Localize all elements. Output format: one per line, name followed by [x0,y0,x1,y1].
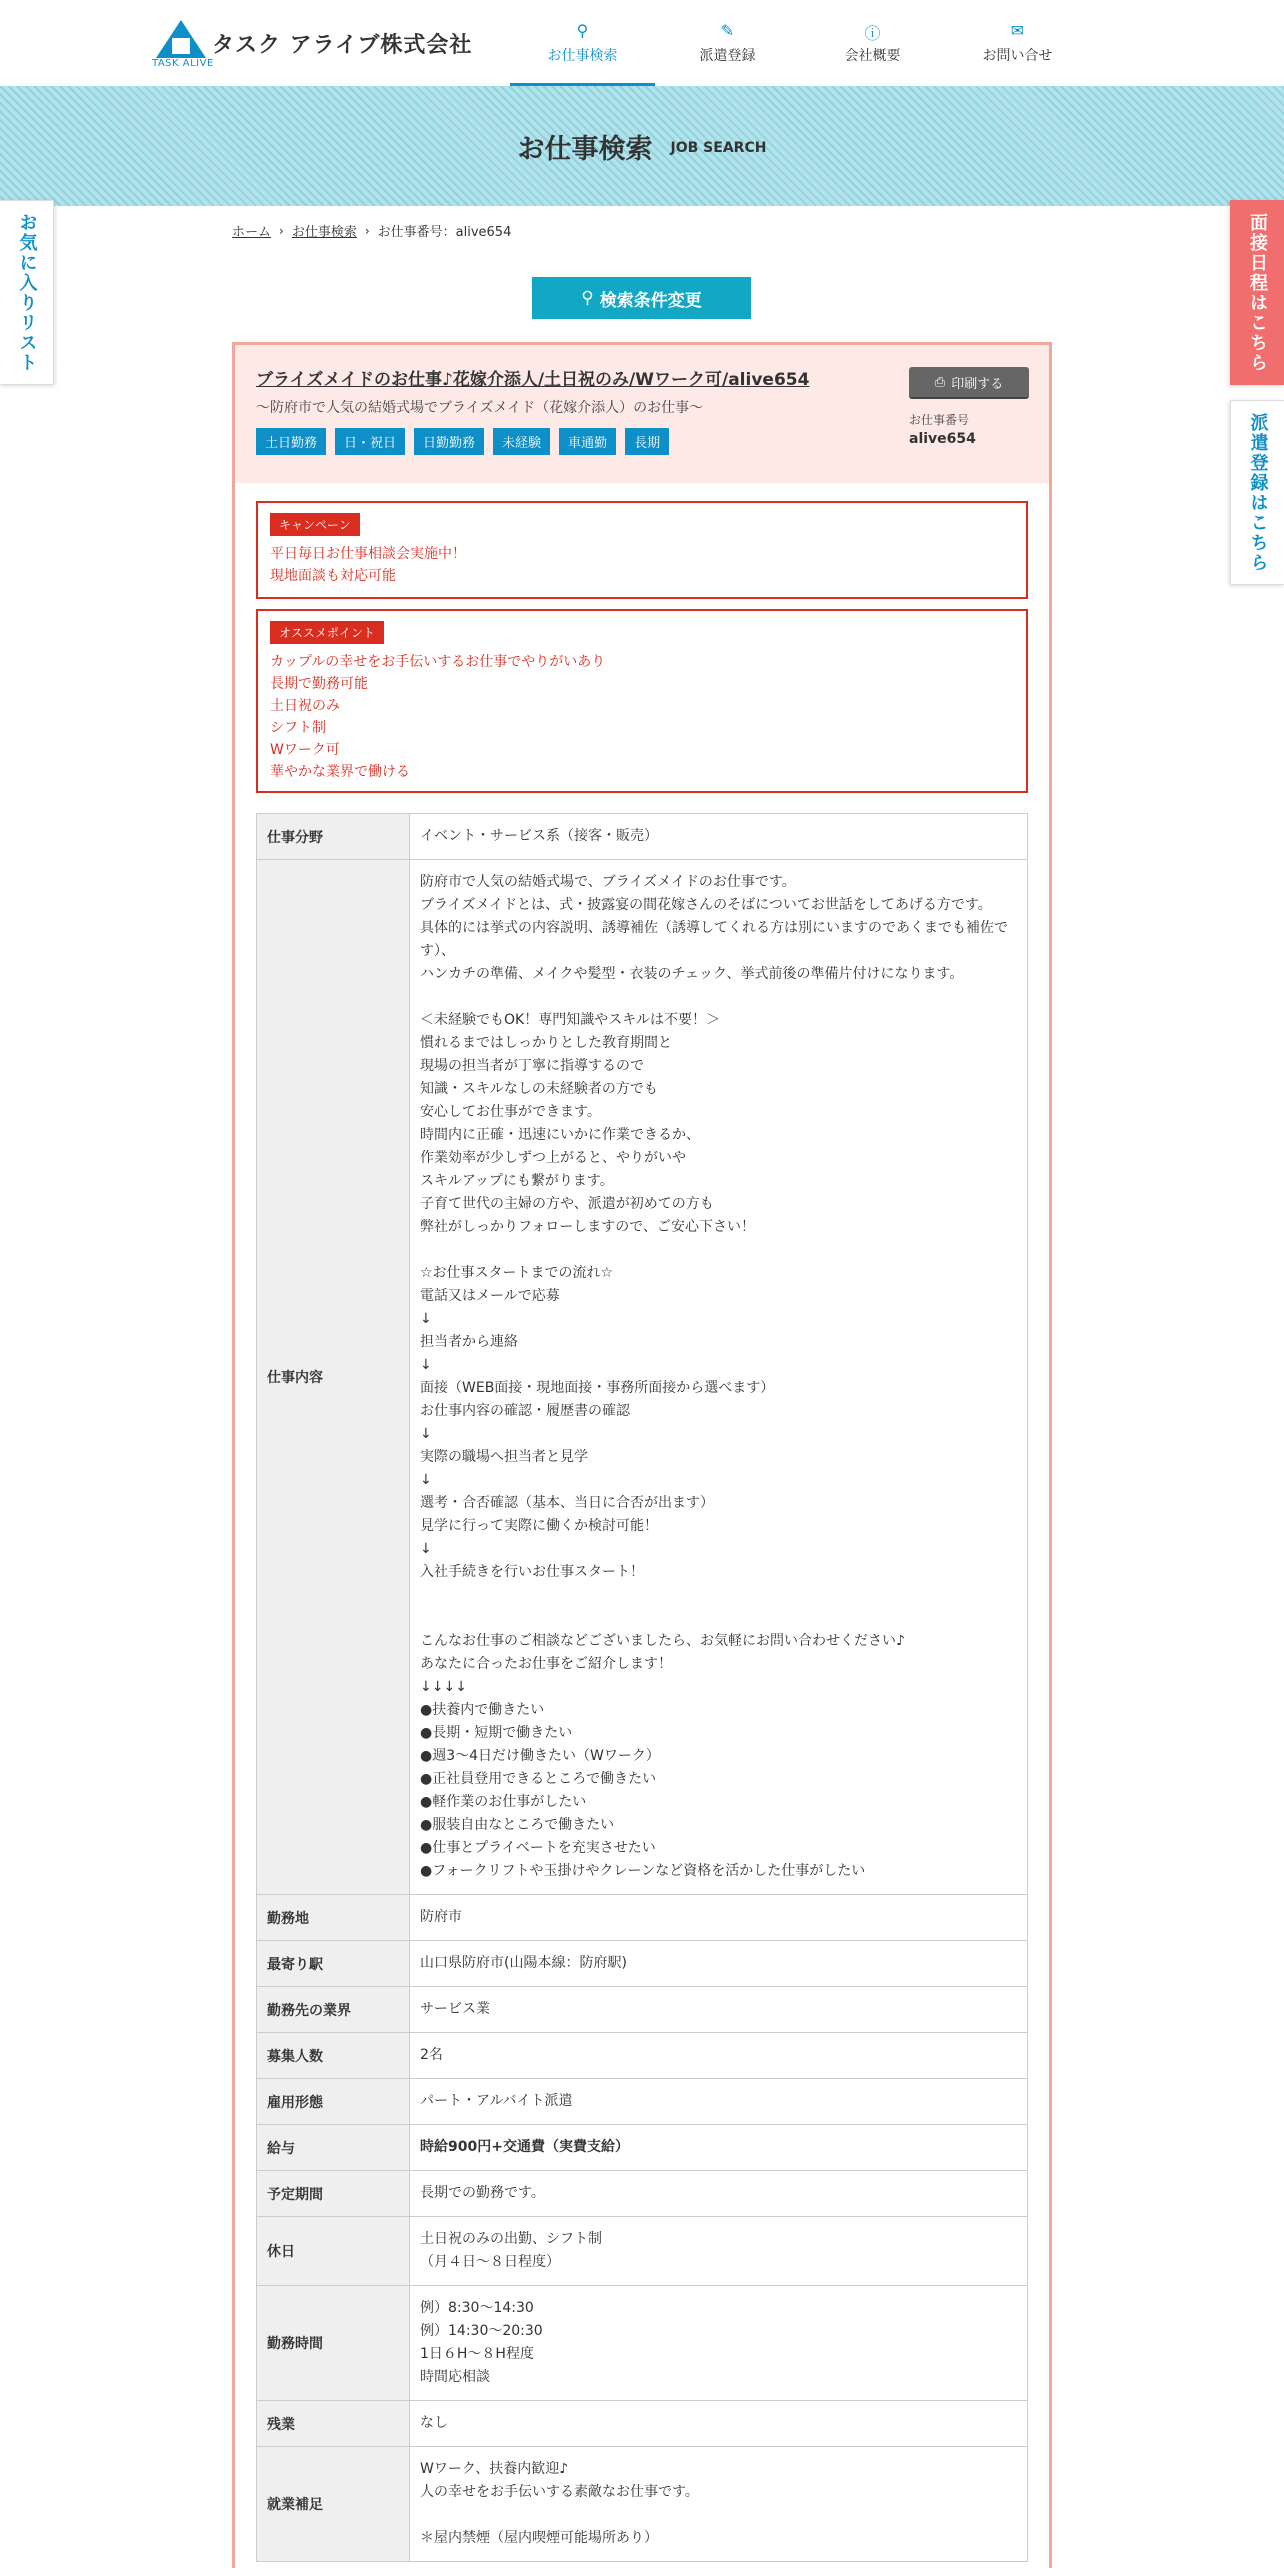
search-icon: ⚲ [576,21,589,40]
chevron-right-icon: › [279,223,284,238]
job-tag: 土日勤務 [256,428,326,455]
table-row [257,2286,1028,2401]
campaign-line: 平日毎日お仕事相談会実施中！ [270,546,466,562]
nav-label: お仕事検索 [547,48,618,64]
registration-tab[interactable] [1230,400,1284,585]
table-row [257,860,1028,1895]
logo-name: タスク アライブ株式会社 [212,33,473,58]
print-label: 印刷する [951,376,1004,392]
table-row [257,2217,1028,2286]
row-label: 勤務時間 [257,2286,410,2401]
table-row [257,2079,1028,2125]
site-header [0,0,1284,86]
row-value: 土日祝のみの出勤、シフト制 （月４日～８日程度） [410,2217,1028,2286]
interview-schedule-tab[interactable] [1230,200,1284,385]
table-row [257,2171,1028,2217]
row-value: Wワーク、扶養内歓迎♪ 人の幸せをお手伝いする素敵なお仕事です。 ＊屋内禁煙（屋内喫煙可能場所あり） [410,2447,1028,2562]
point-line: 長期で勤務可能 [270,676,368,692]
point-line: 土日祝のみ [270,698,340,714]
row-value: なし [410,2401,1028,2447]
row-label: 残業 [257,2401,410,2447]
row-label: 勤務地 [257,1895,410,1941]
nav-label: 派遣登録 [699,48,756,64]
job-tag: 車通勤 [559,428,616,455]
row-value: サービス業 [410,1987,1028,2033]
row-value: イベント・サービス系（接客・販売） [410,814,1028,860]
row-value: 山口県防府市(山陽本線：防府駅) [410,1941,1028,1987]
row-value: 長期での勤務です。 [410,2171,1028,2217]
nav-contact[interactable] [945,0,1090,86]
job-number: alive654 [909,431,976,447]
nav-job-search[interactable] [510,0,655,86]
logo-sub-text: TASK ALIVE [152,58,214,69]
chevron-right-icon: › [364,223,370,238]
nav-registration[interactable] [655,0,800,86]
nav-label: お問い合せ [982,48,1053,64]
job-detail-table [256,813,1028,2562]
recommend-points-box [256,609,1028,793]
row-value: パート・アルバイト派遣 [410,2079,1028,2125]
page-title: お仕事検索 [517,133,653,165]
row-value: 防府市 [410,1895,1028,1941]
favorites-label: お気に入りリスト [16,212,38,373]
table-row [257,1941,1028,1987]
breadcrumb [232,221,511,240]
row-value: 例）8:30～14:30 例）14:30～20:30 1日６H～８H程度 時間応相談 [410,2286,1028,2401]
row-label: 募集人数 [257,2033,410,2079]
job-card [232,342,1052,2568]
job-card-header [235,345,1049,483]
salary-value: 時給900円+交通費（実費支給） [410,2125,1028,2171]
row-label: 予定期間 [257,2171,410,2217]
row-label: 仕事内容 [257,860,410,1895]
info-icon: ⓘ [864,24,881,43]
row-label: 給与 [257,2125,410,2171]
point-line: シフト制 [270,720,326,736]
job-tags [256,428,678,455]
job-number-label: お仕事番号 [909,413,970,427]
mail-icon: ✉ [1010,21,1025,40]
page-hero [0,86,1284,206]
campaign-box [256,501,1028,599]
table-row [257,2125,1028,2171]
nav-label: 会社概要 [844,48,901,64]
favorites-list-tab[interactable] [0,200,54,385]
job-subtitle: ～防府市で人気の結婚式場でブライズメイド（花嫁介添人）のお仕事～ [256,400,704,416]
row-value: 2名 [410,2033,1028,2079]
interview-label: 面接日程はこちら [1247,212,1268,373]
page-subtitle: JOB SEARCH [670,140,767,156]
row-label: 勤務先の業界 [257,1987,410,2033]
register-label: 派遣登録はこちら [1247,412,1269,573]
job-tag: 日勤勤務 [414,428,484,455]
change-search-button[interactable] [532,277,751,319]
pencil-icon: ✎ [720,21,735,40]
row-label: 雇用形態 [257,2079,410,2125]
job-tag: 日・祝日 [335,428,405,455]
row-label: 就業補足 [257,2447,410,2562]
campaign-line: 現地面談も対応可能 [270,568,396,584]
breadcrumb-home[interactable]: ホーム [232,225,272,240]
row-label: 休日 [257,2217,410,2286]
point-line: 華やかな業界で働ける [270,764,410,780]
table-row [257,2401,1028,2447]
row-value: 防府市で人気の結婚式場で、ブライズメイドのお仕事です。 ブライズメイドとは、式・披露宴の間花嫁さんのそばについてお世話をしてあげる方です。 具体的には挙式の内容説明、誘導補佐（誘導してくれる方は別にいますのであくまでも補佐です）、 ハンカチの準備、メイクや髪型・衣装のチェック、挙式前後の準備片付けになります。 ＜未経験でもOK！専門知識やスキルは不要！＞ 慣れるまではしっかりとした教育期間と 現場の担当者が丁寧に指導するので 知識・スキルなしの未経験者の方でも 安心してお仕事ができます。 時間内に正確・迅速にいかに作業できるか、 作業効率が少しずつ上がると、やりがいや スキルアップにも繋がります。 子育て世代の主婦の方や、派遣が初めての方も 弊社がしっかりフォローしますので、ご安心下さい！ ☆お仕事スタートまでの流れ☆ 電話又はメールで応募 ↓ 担当者から連絡 ↓ 面接（WEB面接・現地面接・事務所面接から選べます） お仕事内容の確認・履歴書の確認 ↓ 実際の職場へ担当者と見学 ↓ 選考・合否確認（基本、当日に合否が出ます） 見学に行って実際に働くか検討可能！ ↓ 入社手続きを行いお仕事スタート！ こんなお仕事のご相談などございましたら、お気軽にお問い合わせください♪ あなたに合ったお仕事をご紹介します！ ↓↓↓↓ ●扶養内で働きたい ●長期・短期で働きたい ●週3～4日だけ働きたい（Wワーク） ●正社員登用できるところで働きたい ●軽作業のお仕事がしたい ●服装自由なところで働きたい ●仕事とプライベートを充実させたい ●フォークリフトや玉掛けやクレーンなど資格を活かした仕事がしたい [410,860,1028,1895]
table-row [257,2033,1028,2079]
table-row [257,1987,1028,2033]
table-row [257,1895,1028,1941]
job-tag: 未経験 [493,428,550,455]
job-tag: 長期 [625,428,669,455]
change-search-label: 検索条件変更 [599,290,702,311]
table-row [257,2447,1028,2562]
table-row [257,814,1028,860]
row-label: 仕事分野 [257,814,410,860]
logo-mark-icon [150,16,212,70]
print-button[interactable] [909,367,1029,399]
campaign-label: キャンペーン [270,513,360,536]
points-label: オススメポイント [270,621,384,644]
breadcrumb-current: お仕事番号：alive654 [377,225,512,240]
row-label: 最寄り駅 [257,1941,410,1987]
nav-company[interactable] [800,0,945,86]
printer-icon: ⎙ [934,374,946,390]
breadcrumb-search[interactable]: お仕事検索 [291,225,357,240]
company-logo[interactable] [150,16,472,70]
main-nav [510,0,1090,86]
search-icon: ⚲ [581,288,594,308]
point-line: Wワーク可 [270,742,340,758]
job-title[interactable]: ブライズメイドのお仕事♪花嫁介添人/土日祝のみ/Wワーク可/alive654 [256,370,810,390]
point-line: カップルの幸せをお手伝いするお仕事でやりがいあり [270,654,606,670]
